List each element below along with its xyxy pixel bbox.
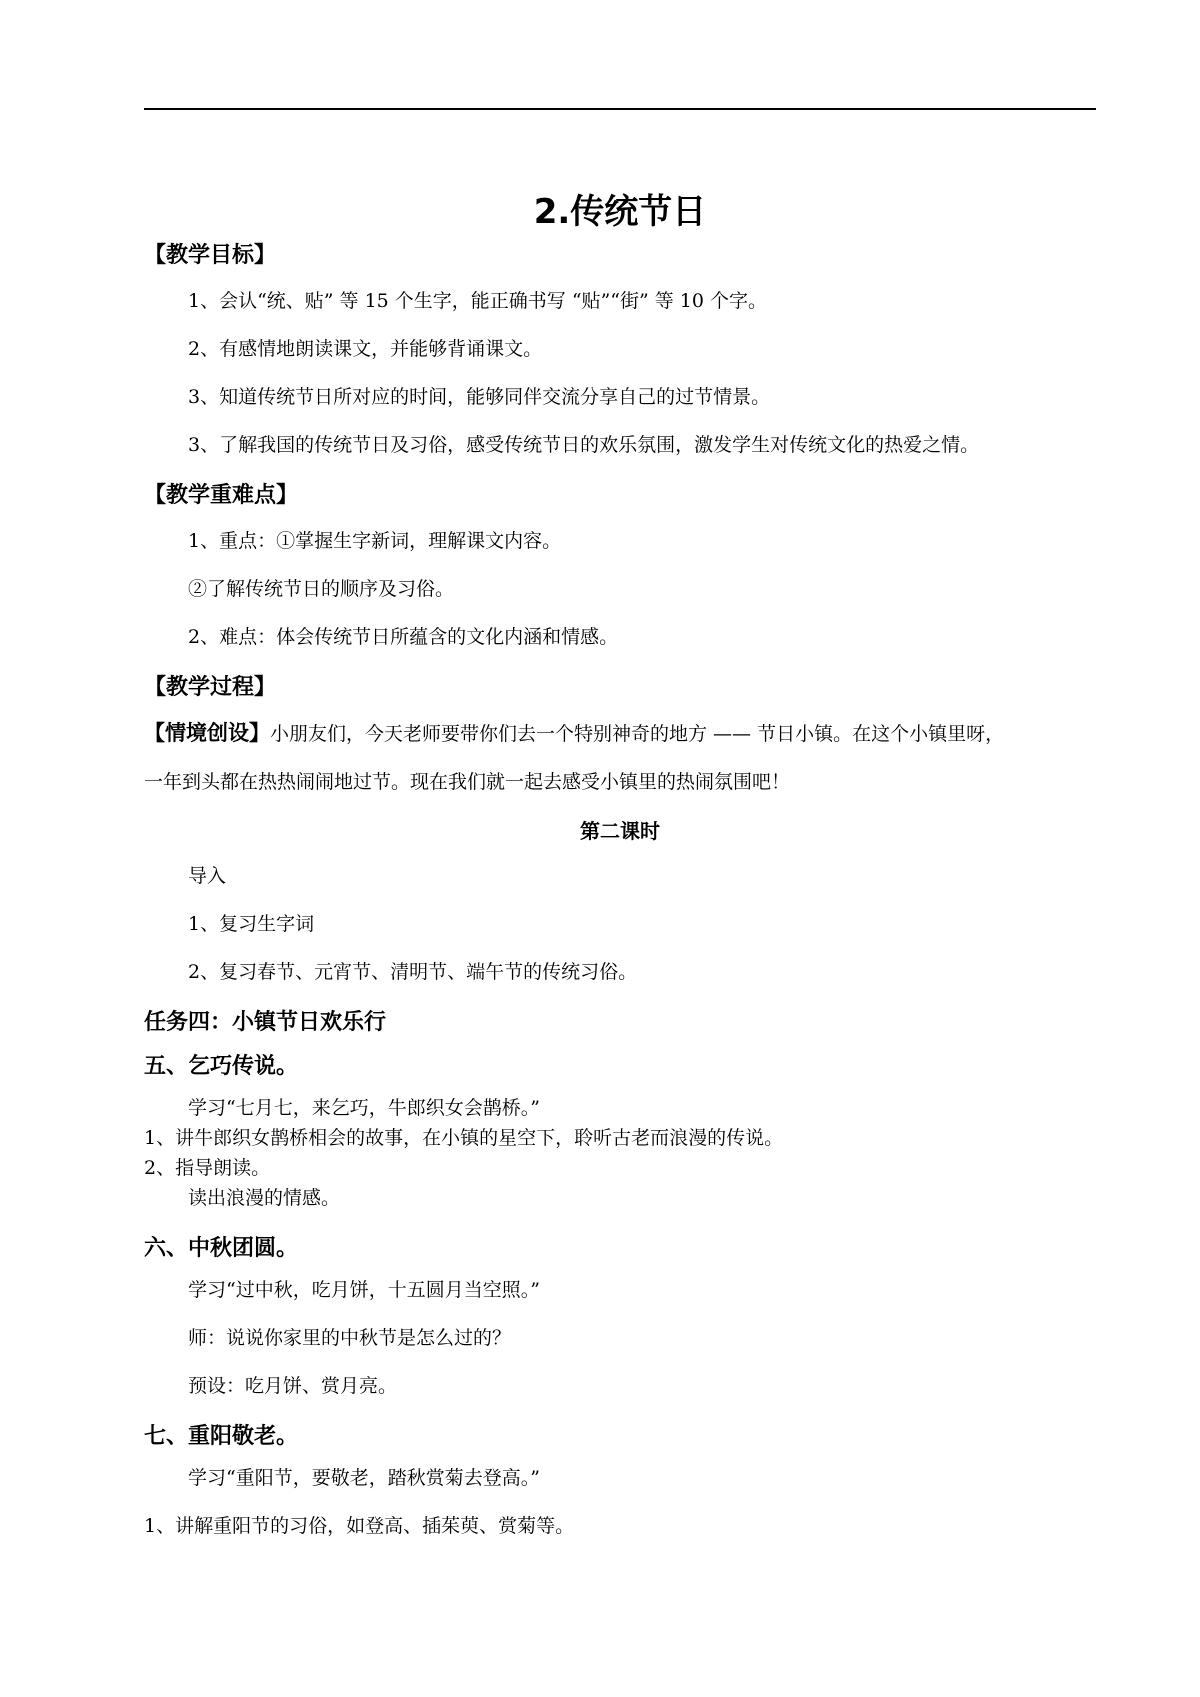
key-points-heading: 【教学重难点】 xyxy=(144,483,299,508)
midautumn-line: 师：说说你家里的中秋节是怎么过的？ xyxy=(188,1327,512,1349)
scenario-text-1: 小朋友们，今天老师要带你们去一个特别神奇的地方 —— 节日小镇。在这个小镇里呀， xyxy=(270,723,1005,745)
objectives-heading: 【教学目标】 xyxy=(144,243,277,268)
document-page xyxy=(144,186,1096,1561)
header-rule xyxy=(144,108,1096,110)
midautumn-line: 学习“过中秋，吃月饼，十五圆月当空照。” xyxy=(188,1279,540,1301)
chongyang-line: 1、讲解重阳节的习俗，如登高、插茱萸、赏菊等。 xyxy=(144,1515,575,1537)
key-point-item: ②了解传统节日的顺序及习俗。 xyxy=(188,578,455,600)
scenario-label: 【情境创设】 xyxy=(144,721,270,745)
key-point-item: 2、难点：体会传统节日所蕴含的文化内涵和情感。 xyxy=(188,626,619,648)
scenario-paragraph xyxy=(144,720,1096,795)
qiqiao-line: 读出浪漫的情感。 xyxy=(188,1187,341,1209)
objective-item: 1、会认“统、贴” 等 15 个生字，能正确书写 “贴”“街” 等 10 个字。 xyxy=(188,290,768,312)
objective-item: 3、知道传统节日所对应的时间，能够同伴交流分享自己的过节情景。 xyxy=(188,386,771,408)
page-title: 2.传统节日 xyxy=(533,192,707,232)
qiqiao-heading: 五、乞巧传说。 xyxy=(144,1054,299,1079)
lesson2-intro: 导入 xyxy=(188,865,227,887)
scenario-text-2: 一年到头都在热热闹闹地过节。现在我们就一起去感受小镇里的热闹氛围吧！ xyxy=(144,771,791,793)
qiqiao-line: 1、讲牛郎织女鹊桥相会的故事，在小镇的星空下，聆听古老而浪漫的传说。 xyxy=(144,1127,784,1149)
midautumn-heading: 六、中秋团圆。 xyxy=(144,1236,299,1261)
chongyang-heading: 七、重阳敬老。 xyxy=(144,1424,299,1449)
lesson2-heading: 第二课时 xyxy=(580,819,660,843)
lesson2-item: 1、复习生字词 xyxy=(188,913,315,935)
objective-item: 2、有感情地朗读课文，并能够背诵课文。 xyxy=(188,338,543,360)
objective-item: 3、了解我国的传统节日及习俗，感受传统节日的欢乐氛围，激发学生对传统文化的热爱之情。 xyxy=(188,434,980,456)
qiqiao-line: 2、指导朗读。 xyxy=(144,1157,271,1179)
lesson2-item: 2、复习春节、元宵节、清明节、端午节的传统习俗。 xyxy=(188,961,638,983)
key-point-item: 1、重点：①掌握生字新词，理解课文内容。 xyxy=(188,530,562,552)
chongyang-line: 学习“重阳节，要敬老，踏秋赏菊去登高。” xyxy=(188,1467,540,1489)
process-heading: 【教学过程】 xyxy=(144,675,277,700)
midautumn-line: 预设：吃月饼、赏月亮。 xyxy=(188,1375,398,1397)
task4-heading: 任务四：小镇节日欢乐行 xyxy=(144,1010,387,1035)
qiqiao-line: 学习“七月七，来乞巧，牛郎织女会鹊桥。” xyxy=(188,1097,540,1119)
